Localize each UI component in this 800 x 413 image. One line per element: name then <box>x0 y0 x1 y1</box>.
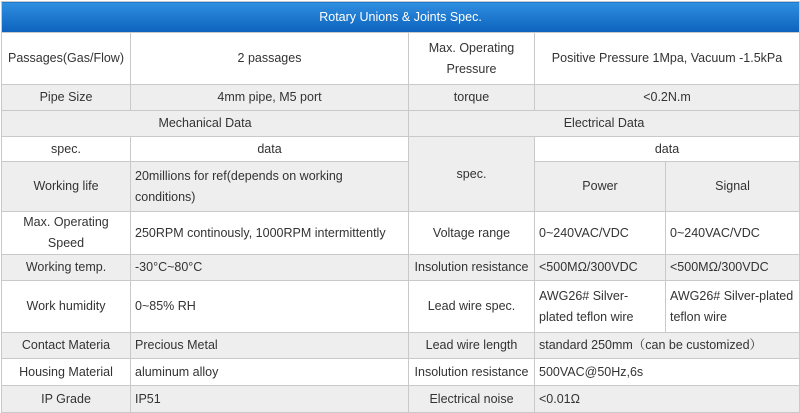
electrical-header: Electrical Data <box>409 111 800 137</box>
elec-signal-value: <500MΩ/300VDC <box>666 255 800 281</box>
mech-label: Working temp. <box>2 255 131 281</box>
torque-label: torque <box>409 85 535 111</box>
table-row <box>2 33 800 85</box>
elec-signal-value: AWG26# Silver-plated teflon wire <box>666 281 800 333</box>
title-row <box>2 2 800 33</box>
table-row <box>2 85 800 111</box>
mech-label: IP Grade <box>2 386 131 413</box>
column-header-row <box>2 137 800 162</box>
mech-label: Work humidity <box>2 281 131 333</box>
passages-value: 2 passages <box>131 33 409 85</box>
mech-value: 0~85% RH <box>131 281 409 333</box>
mech-label: Max. Operating Speed <box>2 212 131 255</box>
mech-value: 20millions for ref(depends on working conditions) <box>131 162 409 212</box>
elec-data-header: data <box>535 137 800 162</box>
max-pressure-label: Max. Operating Pressure <box>409 33 535 85</box>
table-row <box>2 386 800 413</box>
table-row <box>2 333 800 359</box>
elec-value: 500VAC@50Hz,6s <box>535 359 800 386</box>
torque-value: <0.2N.m <box>535 85 800 111</box>
table-row <box>2 255 800 281</box>
elec-value: standard 250mm（can be customized） <box>535 333 800 359</box>
elec-label: Voltage range <box>409 212 535 255</box>
elec-value: <0.01Ω <box>535 386 800 413</box>
table-title: Rotary Unions & Joints Spec. <box>2 2 800 33</box>
elec-label: Electrical noise <box>409 386 535 413</box>
mech-spec-header: spec. <box>2 137 131 162</box>
pipe-size-value: 4mm pipe, M5 port <box>131 85 409 111</box>
elec-signal-value: 0~240VAC/VDC <box>666 212 800 255</box>
passages-label: Passages(Gas/Flow) <box>2 33 131 85</box>
mech-value: 250RPM continously, 1000RPM intermittently <box>131 212 409 255</box>
mech-data-header: data <box>131 137 409 162</box>
elec-power-value: <500MΩ/300VDC <box>535 255 666 281</box>
section-header-row <box>2 111 800 137</box>
max-pressure-value: Positive Pressure 1Mpa, Vacuum -1.5kPa <box>535 33 800 85</box>
mech-value: IP51 <box>131 386 409 413</box>
elec-label: Insolution resistance <box>409 255 535 281</box>
elec-label: Lead wire spec. <box>409 281 535 333</box>
mech-value: -30°C~80°C <box>131 255 409 281</box>
mech-label: Contact Materia <box>2 333 131 359</box>
elec-power-value: AWG26# Silver-plated teflon wire <box>535 281 666 333</box>
elec-label: Lead wire length <box>409 333 535 359</box>
table-row <box>2 281 800 333</box>
mech-value: Precious Metal <box>131 333 409 359</box>
elec-power-value: 0~240VAC/VDC <box>535 212 666 255</box>
spec-table <box>1 1 800 413</box>
table-row <box>2 359 800 386</box>
mech-value: aluminum alloy <box>131 359 409 386</box>
power-header: Power <box>535 162 666 212</box>
signal-header: Signal <box>666 162 800 212</box>
mech-label: Housing Material <box>2 359 131 386</box>
elec-spec-header: spec. <box>409 137 535 212</box>
table-row <box>2 212 800 255</box>
table-row <box>2 162 800 187</box>
mech-label: Working life <box>2 162 131 212</box>
elec-label: Insolution resistance <box>409 359 535 386</box>
pipe-size-label: Pipe Size <box>2 85 131 111</box>
mechanical-header: Mechanical Data <box>2 111 409 137</box>
